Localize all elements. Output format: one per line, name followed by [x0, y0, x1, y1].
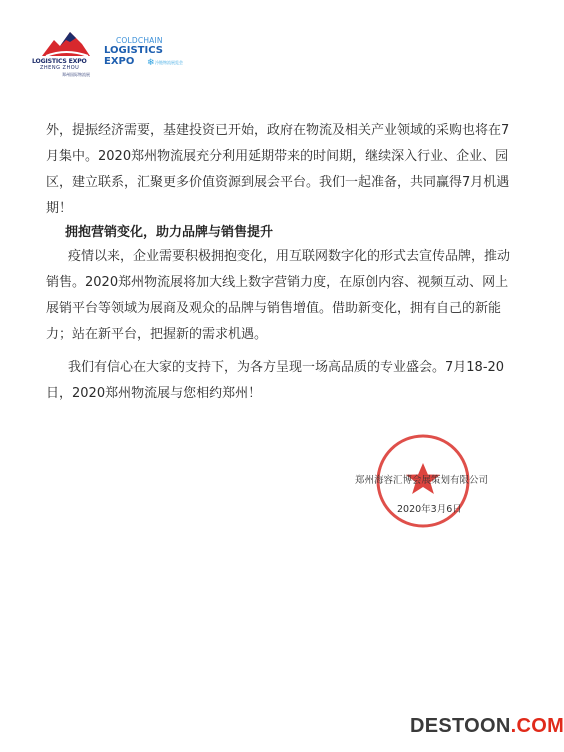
- watermark-destoon: DESTOON: [410, 715, 511, 737]
- header-logos: [30, 28, 200, 80]
- signature-date: 2020年3月6日: [397, 504, 462, 515]
- snowflake-icon: ❄: [147, 58, 155, 68]
- logo-caption: 郑州国际物流展: [62, 72, 90, 77]
- logo-title: LOGISTICS EXPO: [32, 58, 87, 65]
- paragraph-2: 疫情以来，企业需要积极拥抱变化，用互联网数字化的形式去宣传品牌，推动销售。2020郑州物流展将加大线上数字营销力度，在原创内容、视频互动、网上展销平台等领域为展商及观众的品牌与销售增值。借助新变化，拥有自己的新能力；站在新平台，把握新的需求机遇。: [46, 249, 511, 342]
- mountain-icon: [40, 30, 92, 58]
- logo-coldchain-text: COLDCHAIN: [116, 36, 163, 45]
- paragraph-1: 外，提振经济需要，基建投资已开始，政府在物流及相关产业领域的采购也将在7月集中。2020郑州物流展充分利用延期带来的时间期，继续深入行业、企业、园区，建立联系，汇聚更多价值资源到展会平台。我们一起准备，共同赢得7月机遇期！: [46, 123, 510, 216]
- logo-expo-text: EXPO: [104, 56, 135, 67]
- logo-coldchain-caption: 冷链物流展览会: [155, 60, 183, 65]
- logo-subtitle: ZHENG ZHOU: [40, 65, 80, 71]
- paragraph-3: 我们有信心在大家的支持下，为各方呈现一场高品质的专业盛会。7月18-20日，2020郑州物流展与您相约郑州！: [46, 360, 505, 401]
- logistics-expo-logo: [30, 28, 102, 80]
- section-heading: 拥抱营销变化，助力品牌与销售提升: [65, 225, 274, 240]
- logo-logistics-text: LOGISTICS: [104, 45, 163, 56]
- company-name: 郑州海容汇博会展策划有限公司: [355, 475, 489, 486]
- watermark-com: .COM: [510, 715, 564, 737]
- destoon-watermark: [410, 715, 564, 738]
- coldchain-logo: [104, 36, 200, 80]
